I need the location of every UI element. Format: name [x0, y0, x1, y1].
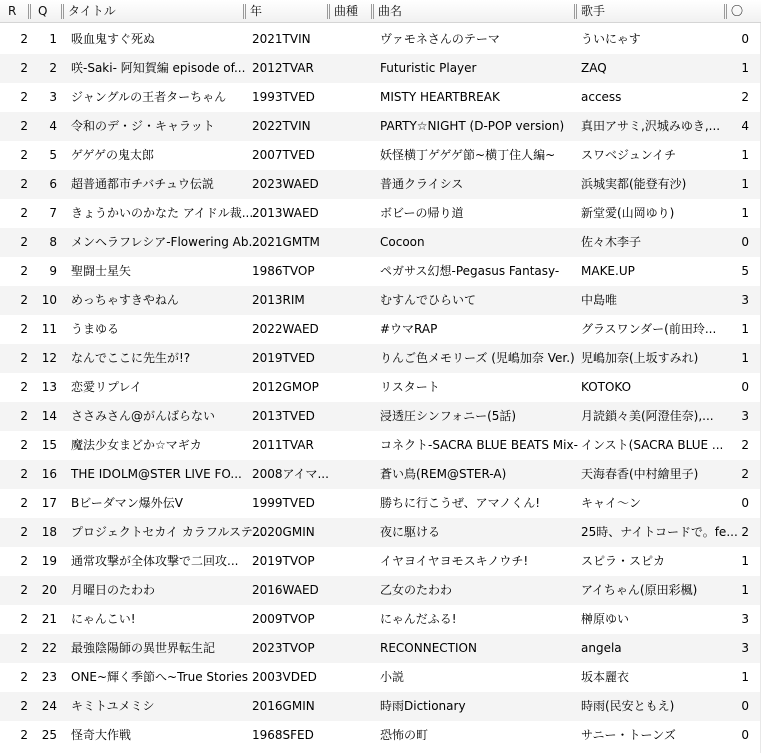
column-header-title[interactable]: タイトル	[68, 4, 116, 18]
cell-title: めっちゃすきやねん	[71, 293, 179, 307]
table-row[interactable]	[0, 634, 761, 663]
cell-count: 0	[741, 380, 749, 394]
cell-year: 1986TVOP	[252, 264, 315, 278]
cell-year: 2012GMOP	[252, 380, 319, 394]
cell-title: ONE~輝く季節へ~True Stories	[71, 670, 248, 684]
cell-r: 2	[20, 467, 28, 481]
cell-q: 3	[49, 90, 57, 104]
cell-year: 2020GMIN	[252, 525, 315, 539]
cell-year: 2021GMTM	[252, 235, 320, 249]
cell-title: プロジェクトセカイ カラフルステ...	[71, 525, 265, 539]
cell-year: 2003VDED	[252, 670, 317, 684]
cell-song: イヤヨイヤヨモスキノウチ!	[380, 554, 529, 568]
cell-r: 2	[20, 554, 28, 568]
cell-count: 1	[741, 351, 749, 365]
cell-song: 時雨Dictionary	[380, 699, 466, 713]
table-row[interactable]	[0, 199, 761, 228]
cell-q: 14	[41, 409, 57, 423]
cell-count: 1	[741, 322, 749, 336]
cell-q: 8	[49, 235, 57, 249]
cell-year: 2013TVED	[252, 409, 315, 423]
cell-artist: 榊原ゆい	[581, 612, 630, 626]
cell-artist: 佐々木李子	[581, 235, 642, 249]
table-row[interactable]	[0, 170, 761, 199]
cell-artist: アイちゃん(原田彩楓)	[581, 583, 698, 597]
cell-count: 1	[741, 148, 749, 162]
cell-song: 妖怪横丁ゲゲゲ節~横丁住人編~	[380, 148, 556, 162]
column-header-song[interactable]: 曲名	[378, 4, 403, 18]
table-row[interactable]	[0, 402, 761, 431]
table-row[interactable]	[0, 344, 761, 373]
table-row[interactable]	[0, 663, 761, 692]
cell-year: 1993TVED	[252, 90, 315, 104]
cell-song: コネクト-SACRA BLUE BEATS Mix-	[380, 438, 578, 452]
cell-q: 15	[41, 438, 57, 452]
cell-artist: 月読鎖々美(阿澄佳奈),...	[581, 409, 714, 423]
cell-song: 小説	[380, 670, 405, 684]
cell-q: 4	[49, 119, 57, 133]
cell-count: 1	[741, 583, 749, 597]
cell-artist: サニー・トーンズ	[581, 728, 676, 742]
column-resize-grip[interactable]	[371, 4, 374, 19]
cell-year: 1968SFED	[252, 728, 314, 742]
cell-year: 1999TVED	[252, 496, 315, 510]
cell-song: Cocoon	[380, 235, 425, 249]
cell-r: 2	[20, 525, 28, 539]
cell-r: 2	[20, 119, 28, 133]
cell-r: 2	[20, 206, 28, 220]
cell-q: 11	[41, 322, 57, 336]
cell-title: うまゆる	[71, 322, 120, 336]
cell-count: 0	[741, 235, 749, 249]
cell-count: 0	[741, 699, 749, 713]
cell-q: 1	[49, 32, 57, 46]
cell-title: ジャングルの王者ターちゃん	[71, 90, 227, 104]
cell-count: 0	[741, 728, 749, 742]
cell-song: ペガサス幻想-Pegasus Fantasy-	[380, 264, 560, 278]
cell-r: 2	[20, 612, 28, 626]
cell-r: 2	[20, 351, 28, 365]
cell-artist: スピラ・スピカ	[581, 554, 666, 568]
cell-r: 2	[20, 235, 28, 249]
table-row[interactable]	[0, 489, 761, 518]
cell-r: 2	[20, 699, 28, 713]
cell-artist: 真田アサミ,沢城みゆき,...	[581, 119, 721, 133]
cell-title: 超普通都市チバチュウ伝説	[71, 177, 214, 191]
table-row[interactable]	[0, 460, 761, 489]
cell-artist: スワベジュンイチ	[581, 148, 677, 162]
cell-artist: ういにゃす	[581, 32, 641, 46]
cell-r: 2	[20, 409, 28, 423]
cell-r: 2	[20, 61, 28, 75]
cell-r: 2	[20, 264, 28, 278]
column-header-q[interactable]: Q	[38, 4, 48, 18]
cell-count: 1	[741, 177, 749, 191]
table-row[interactable]	[0, 141, 761, 170]
table-row[interactable]	[0, 315, 761, 344]
cell-year: 2013WAED	[252, 206, 319, 220]
cell-song: ヴァモネさんのテーマ	[380, 32, 500, 46]
cell-year: 2016GMIN	[252, 699, 315, 713]
cell-song: 普通クライシス	[380, 177, 464, 191]
cell-q: 17	[41, 496, 57, 510]
table-row[interactable]	[0, 576, 761, 605]
cell-song: 蒼い鳥(REM@STER-A)	[380, 467, 507, 481]
cell-title: 月曜日のたわわ	[71, 583, 156, 597]
cell-artist: 新堂愛(山岡ゆり)	[581, 206, 675, 220]
cell-title: 吸血鬼すぐ死ぬ	[71, 32, 156, 46]
cell-artist: 25時、ナイトコードで。fe...	[581, 525, 738, 539]
cell-artist: access	[581, 90, 622, 104]
cell-count: 2	[741, 90, 749, 104]
cell-r: 2	[20, 438, 28, 452]
cell-title: THE IDOLM@STER LIVE FO...	[71, 467, 242, 481]
table-row[interactable]	[0, 112, 761, 141]
cell-title: 最強陰陽師の異世界転生記	[71, 641, 216, 655]
cell-song: りんご色メモリーズ (児嶋加奈 Ver.)	[380, 351, 575, 365]
cell-artist: 浜城実都(能登有沙)	[581, 177, 687, 191]
column-header-type[interactable]: 曲種	[334, 4, 359, 18]
cell-year: 2022TVIN	[252, 119, 311, 133]
cell-song: 浸透圧シンフォニー(5話)	[380, 409, 517, 423]
cell-song: 恐怖の町	[380, 728, 429, 742]
cell-title: キミトユメミシ	[71, 699, 155, 713]
table-row[interactable]	[0, 54, 761, 83]
cell-q: 21	[41, 612, 57, 626]
cell-artist: 坂本麗衣	[581, 670, 630, 684]
table-row[interactable]	[0, 721, 761, 750]
cell-count: 1	[741, 670, 749, 684]
cell-year: 2021TVIN	[252, 32, 311, 46]
cell-count: 3	[741, 641, 749, 655]
cell-song: 夜に駆ける	[380, 525, 441, 539]
cell-q: 20	[41, 583, 57, 597]
cell-r: 2	[20, 583, 28, 597]
cell-title: きょうかいのかなた アイドル裁...	[71, 206, 254, 220]
cell-artist: 天海春香(中村繪里子)	[581, 467, 699, 481]
cell-title: 魔法少女まどか☆マギカ	[71, 438, 202, 452]
column-resize-grip[interactable]	[327, 4, 330, 19]
cell-artist: 中島唯	[581, 293, 618, 307]
cell-r: 2	[20, 496, 28, 510]
column-header-artist[interactable]: 歌手	[581, 4, 606, 18]
cell-artist: KOTOKO	[581, 380, 632, 394]
table-row[interactable]	[0, 25, 761, 54]
cell-year: 2022WAED	[252, 322, 319, 336]
column-header-year[interactable]: 年	[250, 4, 263, 18]
cell-r: 2	[20, 90, 28, 104]
cell-song: むすんでひらいて	[380, 293, 477, 307]
cell-song: にゃんだふる!	[380, 612, 457, 626]
cell-q: 24	[41, 699, 57, 713]
cell-artist: キャイ～ン	[581, 496, 642, 510]
table-row[interactable]	[0, 547, 761, 576]
cell-q: 22	[41, 641, 57, 655]
cell-year: 2016WAED	[252, 583, 319, 597]
cell-song: #ウマRAP	[380, 322, 438, 336]
cell-title: なんでここに先生が!?	[71, 351, 191, 365]
cell-artist: 時雨(民安ともえ)	[581, 699, 675, 713]
cell-r: 2	[20, 728, 28, 742]
table-row[interactable]	[0, 692, 761, 721]
cell-year: 2023TVOP	[252, 641, 315, 655]
cell-q: 23	[41, 670, 57, 684]
cell-count: 3	[741, 409, 749, 423]
cell-count: 4	[741, 119, 749, 133]
cell-q: 6	[49, 177, 57, 191]
cell-song: 勝ちに行こうぜ、アマノくん!	[380, 496, 541, 510]
cell-title: ささみさん@がんばらない	[71, 409, 216, 423]
cell-artist: インスト(SACRA BLUE ...	[581, 438, 724, 452]
column-resize-grip[interactable]	[28, 4, 31, 19]
table-row[interactable]	[0, 605, 761, 634]
cell-song: ボビーの帰り道	[380, 206, 464, 220]
cell-title: ゲゲゲの鬼太郎	[71, 148, 155, 162]
column-header-count[interactable]: 〇	[731, 4, 744, 18]
cell-q: 10	[41, 293, 57, 307]
cell-r: 2	[20, 641, 28, 655]
cell-r: 2	[20, 380, 28, 394]
cell-r: 2	[20, 32, 28, 46]
cell-title: 咲-Saki- 阿知賀編 episode of...	[71, 61, 246, 75]
cell-title: 令和のデ・ジ・キャラット	[71, 119, 215, 133]
table-row[interactable]	[0, 257, 761, 286]
cell-artist: angela	[581, 641, 622, 655]
cell-count: 2	[741, 438, 749, 452]
cell-year: 2009TVOP	[252, 612, 315, 626]
cell-count: 3	[741, 612, 749, 626]
cell-count: 5	[741, 264, 749, 278]
cell-r: 2	[20, 148, 28, 162]
cell-q: 2	[49, 61, 57, 75]
column-resize-grip[interactable]	[574, 4, 577, 19]
cell-q: 5	[49, 148, 57, 162]
cell-artist: 児嶋加奈(上坂すみれ)	[581, 351, 699, 365]
cell-artist: ZAQ	[581, 61, 607, 75]
cell-r: 2	[20, 293, 28, 307]
cell-song: MISTY HEARTBREAK	[380, 90, 500, 104]
column-resize-grip[interactable]	[243, 4, 246, 19]
cell-year: 2019TVED	[252, 351, 315, 365]
table-row[interactable]	[0, 228, 761, 257]
cell-song: PARTY☆NIGHT (D-POP version)	[380, 119, 565, 133]
cell-q: 16	[41, 467, 57, 481]
cell-r: 2	[20, 670, 28, 684]
cell-q: 12	[41, 351, 57, 365]
column-resize-grip[interactable]	[61, 4, 64, 19]
cell-count: 1	[741, 206, 749, 220]
cell-count: 1	[741, 61, 749, 75]
table-row[interactable]	[0, 373, 761, 402]
cell-song: 乙女のたわわ	[380, 583, 453, 597]
cell-count: 3	[741, 293, 749, 307]
cell-count: 0	[741, 496, 749, 510]
column-resize-grip[interactable]	[724, 4, 727, 19]
cell-title: 聖闘士星矢	[71, 264, 132, 278]
table-row[interactable]	[0, 83, 761, 112]
cell-year: 2013RIM	[252, 293, 305, 307]
cell-year: 2011TVAR	[252, 438, 314, 452]
cell-r: 2	[20, 322, 28, 336]
column-header-bar	[0, 0, 761, 23]
cell-count: 0	[741, 32, 749, 46]
cell-q: 19	[41, 554, 57, 568]
cell-title: にゃんこい!	[71, 612, 136, 626]
cell-year: 2012TVAR	[252, 61, 314, 75]
cell-artist: MAKE.UP	[581, 264, 635, 278]
cell-q: 25	[41, 728, 57, 742]
cell-title: メンヘラフレシア-Flowering Ab...	[71, 235, 260, 249]
cell-song: リスタート	[380, 380, 440, 394]
table-row[interactable]	[0, 286, 761, 315]
cell-r: 2	[20, 177, 28, 191]
cell-song: RECONNECTION	[380, 641, 477, 655]
cell-q: 9	[49, 264, 57, 278]
cell-count: 1	[741, 554, 749, 568]
cell-count: 2	[741, 467, 749, 481]
cell-count: 2	[741, 525, 749, 539]
cell-title: 恋愛リプレイ	[71, 380, 142, 394]
cell-title: 通常攻撃が全体攻撃で二回攻...	[71, 554, 239, 568]
cell-title: 怪奇大作戦	[71, 728, 132, 742]
cell-song: Futuristic Player	[380, 61, 477, 75]
cell-year: 2007TVED	[252, 148, 315, 162]
cell-artist: グラスワンダー(前田玲...	[581, 322, 717, 336]
cell-q: 7	[49, 206, 57, 220]
cell-year: 2019TVOP	[252, 554, 315, 568]
cell-q: 13	[41, 380, 57, 394]
table-row[interactable]	[0, 518, 761, 547]
cell-year: 2008アイマ...	[252, 467, 329, 481]
cell-year: 2023WAED	[252, 177, 319, 191]
cell-q: 18	[41, 525, 57, 539]
column-header-r[interactable]: R	[8, 4, 17, 18]
table-row[interactable]	[0, 431, 761, 460]
cell-title: Bビーダマン爆外伝V	[71, 496, 183, 510]
